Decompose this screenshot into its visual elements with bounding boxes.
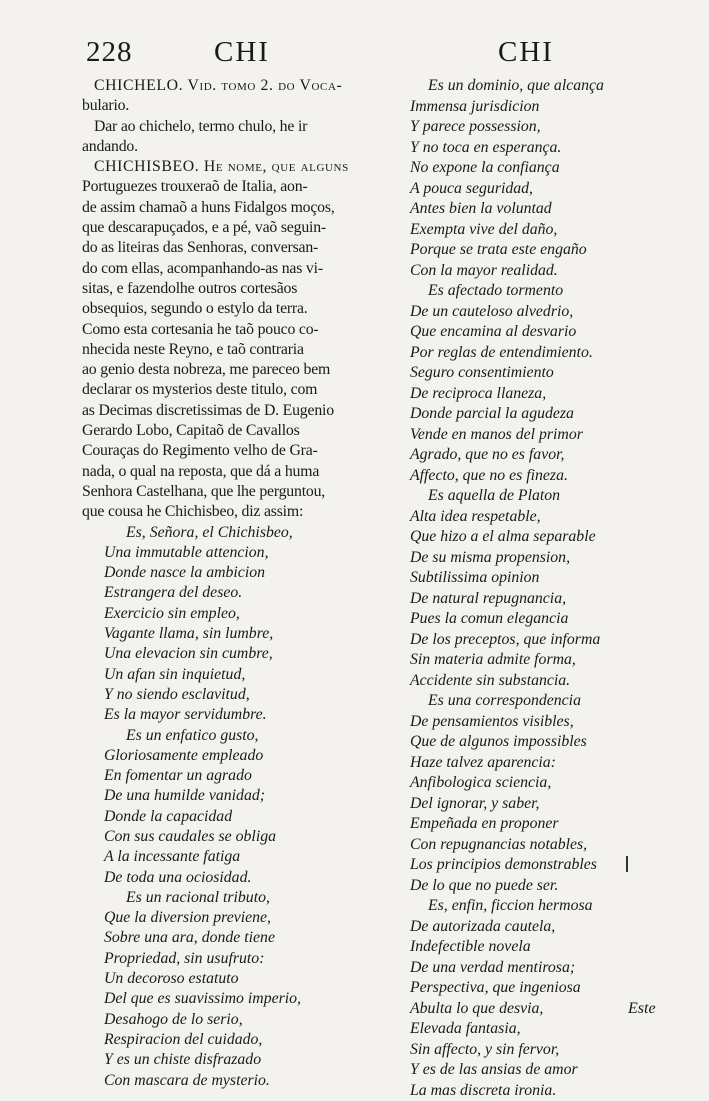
left-text-line: CHICHISBEO. He nome, que alguns — [82, 157, 402, 177]
left-text-line: Portuguezes trouxeraõ de Italia, aon- — [82, 177, 402, 197]
running-header — [0, 36, 709, 76]
right-text-line: Por reglas de entendimiento. — [404, 343, 672, 364]
right-text-line: De su misma propension, — [404, 548, 672, 569]
left-text-line: Es, Señora, el Chichisbeo, — [82, 523, 402, 543]
right-text-line: Donde parcial la agudeza — [404, 404, 672, 425]
right-text-line: Exempta vive del daño, — [404, 220, 672, 241]
right-text-line: No expone la confiança — [404, 158, 672, 179]
right-text-line: Anfibologica sciencia, — [404, 773, 672, 794]
right-text-line: De un cauteloso alvedrio, — [404, 302, 672, 323]
right-text-line: Y no toca en esperança. — [404, 138, 672, 159]
left-text-line: Gerardo Lobo, Capitaõ de Cavallos — [82, 421, 402, 441]
right-text-line: Que hizo a el alma separable — [404, 527, 672, 548]
left-text-line: Propriedad, sin usufruto: — [82, 949, 402, 969]
catchword: Este — [628, 1000, 656, 1018]
right-text-line: Seguro consentimiento — [404, 363, 672, 384]
right-text-line: Alta idea respetable, — [404, 507, 672, 528]
left-text-line: Sobre una ara, donde tiene — [82, 928, 402, 948]
right-text-line: Accidente sin substancia. — [404, 671, 672, 692]
left-text-line: Una elevacion sin cumbre, — [82, 644, 402, 664]
right-text-line: Vende en manos del primor — [404, 425, 672, 446]
right-text-line: De autorizada cautela, — [404, 917, 672, 938]
right-text-line: De lo que no puede ser. — [404, 876, 672, 897]
left-text-line: Exercicio sin empleo, — [82, 604, 402, 624]
right-text-line: Que de algunos impossibles — [404, 732, 672, 753]
right-column — [404, 76, 672, 1101]
right-text-line: Abulta lo que desvia, — [404, 999, 672, 1020]
left-text-line: ao genio desta nobreza, me pareceo bem — [82, 360, 402, 380]
left-text-line: do com ellas, acompanhando-as nas vi- — [82, 259, 402, 279]
right-text-line: Que encamina al desvario — [404, 322, 672, 343]
left-text-line: nada, o qual na reposta, que dá a huma — [82, 462, 402, 482]
right-text-line: Haze talvez aparencia: — [404, 753, 672, 774]
left-text-line: De una humilde vanidad; — [82, 786, 402, 806]
left-text-line: Donde la capacidad — [82, 807, 402, 827]
left-text-line: Con mascara de mysterio. — [82, 1071, 402, 1091]
left-text-line: De toda una ociosidad. — [82, 868, 402, 888]
left-text-line: declarar os mysterios deste titulo, com — [82, 380, 402, 400]
margin-mark — [626, 856, 628, 872]
left-text-line: sitas, e fazendolhe outros cortesãos — [82, 279, 402, 299]
left-text-line: Con sus caudales se obliga — [82, 827, 402, 847]
left-text-line: Y no siendo esclavitud, — [82, 685, 402, 705]
right-text-line: De pensamientos visibles, — [404, 712, 672, 733]
right-text-line: De los preceptos, que informa — [404, 630, 672, 651]
right-text-line: Indefectible novela — [404, 937, 672, 958]
left-text-line: Una immutable attencion, — [82, 543, 402, 563]
left-text-line: En fomentar un agrado — [82, 766, 402, 786]
left-text-line: andando. — [82, 137, 402, 157]
right-text-line: Subtilissima opinion — [404, 568, 672, 589]
left-text-line: Desahogo de lo serio, — [82, 1010, 402, 1030]
left-text-line: obsequios, segundo o estylo da terra. — [82, 299, 402, 319]
left-text-line: A la incessante fatiga — [82, 847, 402, 867]
left-text-line: as Decimas discretissimas de D. Eugenio — [82, 401, 402, 421]
left-text-line: que cousa he Chichisbeo, diz assim: — [82, 502, 402, 522]
left-text-line: nhecida neste Reyno, e taõ contraria — [82, 340, 402, 360]
left-text-line: Senhora Castelhana, que lhe perguntou, — [82, 482, 402, 502]
right-text-line: Es, enfin, ficcion hermosa — [404, 896, 672, 917]
right-text-line: Es una correspondencia — [404, 691, 672, 712]
left-text-line: Respiracion del cuidado, — [82, 1030, 402, 1050]
right-text-line: Sin affecto, y sin fervor, — [404, 1040, 672, 1061]
right-text-line: Perspectiva, que ingeniosa — [404, 978, 672, 999]
right-text-line: Affecto, que no es fineza. — [404, 466, 672, 487]
left-text-line: Couraças do Regimento velho de Gra- — [82, 441, 402, 461]
left-text-line: Y es un chiste disfrazado — [82, 1050, 402, 1070]
right-text-line: Es aquella de Platon — [404, 486, 672, 507]
right-text-line: Sin materia admite forma, — [404, 650, 672, 671]
left-text-line: CHICHELO. Vid. tomo 2. do Voca- — [82, 76, 402, 96]
left-text-line: Un afan sin inquietud, — [82, 665, 402, 685]
headword-left: CHI — [214, 36, 270, 69]
left-text-line: Dar ao chichelo, termo chulo, he ir — [82, 117, 402, 137]
left-text-line: de assim chamaõ a huns Fidalgos moços, — [82, 198, 402, 218]
left-text-line: Que la diversion previene, — [82, 908, 402, 928]
left-text-line: que descarapuçados, e a pé, vaõ seguin- — [82, 218, 402, 238]
right-text-line: Con la mayor realidad. — [404, 261, 672, 282]
left-text-line: do as liteiras das Senhoras, conversan- — [82, 238, 402, 258]
right-text-line: Agrado, que no es favor, — [404, 445, 672, 466]
right-text-line: De una verdad mentirosa; — [404, 958, 672, 979]
right-text-line: Con repugnancias notables, — [404, 835, 672, 856]
left-text-line: Vagante llama, sin lumbre, — [82, 624, 402, 644]
right-text-line: Porque se trata este engaño — [404, 240, 672, 261]
right-text-line: Pues la comun elegancia — [404, 609, 672, 630]
left-text-line: Donde nasce la ambicion — [82, 563, 402, 583]
right-text-line: De reciproca llaneza, — [404, 384, 672, 405]
left-text-line: Como esta cortesania he taõ pouco co- — [82, 320, 402, 340]
headword-right: CHI — [498, 36, 554, 69]
right-text-line: Antes bien la voluntad — [404, 199, 672, 220]
right-text-line: La mas discreta ironia. — [404, 1081, 672, 1101]
right-text-line: Y es de las ansias de amor — [404, 1060, 672, 1081]
left-text-line: Es un enfatico gusto, — [82, 726, 402, 746]
left-text-line: Un decoroso estatuto — [82, 969, 402, 989]
right-text-line: Elevada fantasia, — [404, 1019, 672, 1040]
right-text-line: Los principios demonstrables — [404, 855, 672, 876]
right-text-line: Es un dominio, que alcança — [404, 76, 672, 97]
left-text-line: Del que es suavissimo imperio, — [82, 989, 402, 1009]
left-text-line: Estrangera del deseo. — [82, 583, 402, 603]
right-text-line: A pouca seguridad, — [404, 179, 672, 200]
left-column — [82, 76, 402, 1091]
left-text-line: Gloriosamente empleado — [82, 746, 402, 766]
page-number: 228 — [86, 36, 133, 69]
right-text-line: Del ignorar, y saber, — [404, 794, 672, 815]
right-text-line: Immensa jurisdicion — [404, 97, 672, 118]
left-text-line: bulario. — [82, 96, 402, 116]
right-text-line: De natural repugnancia, — [404, 589, 672, 610]
right-text-line: Es afectado tormento — [404, 281, 672, 302]
right-text-line: Y parece possession, — [404, 117, 672, 138]
right-text-line: Empeñada en proponer — [404, 814, 672, 835]
left-text-line: Es la mayor servidumbre. — [82, 705, 402, 725]
left-text-line: Es un racional tributo, — [82, 888, 402, 908]
